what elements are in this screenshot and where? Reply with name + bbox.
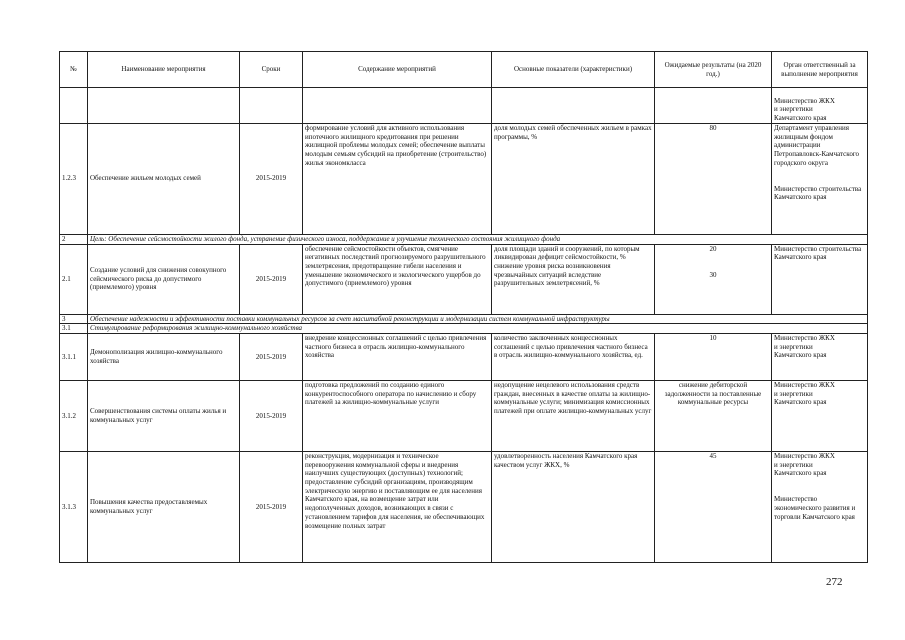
cell-expected: 45 <box>655 451 772 562</box>
expected-entry: 20 <box>709 244 717 253</box>
cell-content: подготовка предложений по созданию единого конкурентоспособного оператора по начислению и сбору платежей за жилищно-коммунальные услуги <box>303 380 492 451</box>
cell-indicators: недопущение нецелевого использования средств граждан, внесенных в качестве оплаты за жилищно-коммунальные услуги; минимизация комиссионных платежей при оплате жилищно-коммунальных услуг <box>492 380 655 451</box>
table-row <box>60 88 868 124</box>
cell-expected: снижение дебиторской задолженности за поставленные коммунальные ресурсы <box>655 380 772 451</box>
responsible-entry: Министерство строительства Камчатского края <box>774 184 862 202</box>
cell-num: 1.2.3 <box>60 123 88 234</box>
cell-content: реконструкция, модернизация и техническое перевооружения коммунальной сферы и внедрения наилучших существующих (доступных) технологий; предоставление субсидий организациям, производящим электрическую энергию и поставляющим ее для населения Камчатского края, на возмещение затрат или недополученных доходов, возникающих в связи с установлением тарифов для населения, не обеспечивающих возмещение полных затрат <box>303 451 492 562</box>
cell-indicators <box>492 88 655 124</box>
cell-responsible <box>772 123 868 234</box>
cell-name: Обеспечение жильем молодых семей <box>88 123 240 234</box>
goal-text: Обеспечение надежности и эффективности поставки коммунальных ресурсов за счет масштабной реконструкции и модернизации систем коммунальной инфраструктуры <box>88 314 868 324</box>
table-row <box>60 123 868 234</box>
activities-table <box>59 51 868 563</box>
indicator-entry: доля площади зданий и сооружений, по которым ликвидирован дефицит сейсмостойкости, % <box>494 244 640 262</box>
table-row <box>60 451 868 562</box>
cell-content: формирование условий для активного использования ипотечного жилищного кредитования при решении жилищной проблемы молодых семей; обеспечение выплаты молодым семьям субсидий на приобретение (строительство) жилья экономкласса <box>303 123 492 234</box>
expected-entry: 30 <box>709 270 717 279</box>
cell-content: обеспечение сейсмостойкости объектов, смягчение негативных последствий прогнозируемого разрушительного землетрясения, предотвращение гибели населения и уменьшение экономического и экологического ущербов до допустимого (приемлемого) уровня <box>303 244 492 314</box>
cell-num: 3.1 <box>60 324 88 334</box>
header-term: Сроки <box>240 52 303 88</box>
cell-responsible: Министерство ЖКХ и энергетики Камчатского края <box>772 380 868 451</box>
cell-responsible: Министерство ЖКХ и энергетики Камчатского края <box>772 333 868 380</box>
cell-indicators <box>492 244 655 314</box>
goal-text: Цель: Обеспечение сейсмостойкости жилого фонда, устранение физического износа, поддержание и улучшение технического состояния жилищного фонда <box>88 234 868 244</box>
responsible-entry: Министерство экономического развития и торговли Камчатского края <box>774 495 856 521</box>
page-number: 272 <box>826 576 843 588</box>
table-header-row <box>60 52 868 88</box>
cell-content <box>303 88 492 124</box>
header-expected: Ожидаемые результаты (на 2020 год.) <box>655 52 772 88</box>
cell-indicators: удовлетворенность населения Камчатского края качеством услуг ЖКХ, % <box>492 451 655 562</box>
goal-row <box>60 234 868 244</box>
cell-term: 2015-2019 <box>240 333 303 380</box>
goal-row <box>60 324 868 334</box>
cell-responsible <box>772 451 868 562</box>
cell-num: 2.1 <box>60 244 88 314</box>
header-content: Содержание мероприятий <box>303 52 492 88</box>
goal-text: Стимулирование реформирования жилищно-коммунального хозяйства <box>88 324 868 334</box>
header-responsible: Орган ответственный за выполнение мероприятия <box>772 52 868 88</box>
cell-indicators: количество заключенных концессионных соглашений с целью привлечения частного бизнеса в отрасль жилищно-коммунального хозяйства, ед. <box>492 333 655 380</box>
cell-num: 3 <box>60 314 88 324</box>
cell-name: Совершенствования системы оплаты жилья и коммунальных услуг <box>88 380 240 451</box>
cell-num: 2 <box>60 234 88 244</box>
cell-name: Демонополизация жилищно-коммунального хозяйства <box>88 333 240 380</box>
indicator-entry: снижение уровня риска возникновения чрезвычайных ситуаций вследствие разрушительных землетрясений, % <box>494 261 611 288</box>
cell-name: Создание условий для снижения совокупного сейсмического риска до допустимого (приемлемого) уровня <box>88 244 240 314</box>
cell-num: 3.1.1 <box>60 333 88 380</box>
cell-expected: 80 <box>655 123 772 234</box>
cell-expected <box>655 244 772 314</box>
cell-term: 2015-2019 <box>240 123 303 234</box>
header-name: Наименование мероприятия <box>88 52 240 88</box>
cell-term: 2015-2019 <box>240 451 303 562</box>
cell-name <box>88 88 240 124</box>
cell-content: внедрение концессионных соглашений с целью привлечения частного бизнеса в отрасль жилищно-коммунального хозяйства <box>303 333 492 380</box>
table-row <box>60 333 868 380</box>
table-row <box>60 380 868 451</box>
cell-num <box>60 88 88 124</box>
cell-responsible: Министерство строительства Камчатского края <box>772 244 868 314</box>
cell-expected <box>655 88 772 124</box>
cell-name: Повышения качества предоставляемых коммунальных услуг <box>88 451 240 562</box>
responsible-entry: Министерство ЖКХ и энергетики Камчатского края <box>774 451 835 478</box>
cell-indicators: доля молодых семей обеспеченных жильем в рамках программы, % <box>492 123 655 234</box>
header-num: № <box>60 52 88 88</box>
cell-term: 2015-2019 <box>240 244 303 314</box>
goal-row <box>60 314 868 324</box>
cell-term: 2015-2019 <box>240 380 303 451</box>
cell-expected: 10 <box>655 333 772 380</box>
cell-responsible: Министерство ЖКХ и энергетики Камчатского края <box>772 88 868 124</box>
table-row <box>60 244 868 314</box>
responsible-entry: Департамент управления жилищным фондом администрации Петропавловск-Камчатского городского округа <box>774 123 860 167</box>
cell-num: 3.1.2 <box>60 380 88 451</box>
header-indicators: Основные показатели (характеристики) <box>492 52 655 88</box>
cell-term <box>240 88 303 124</box>
cell-num: 3.1.3 <box>60 451 88 562</box>
